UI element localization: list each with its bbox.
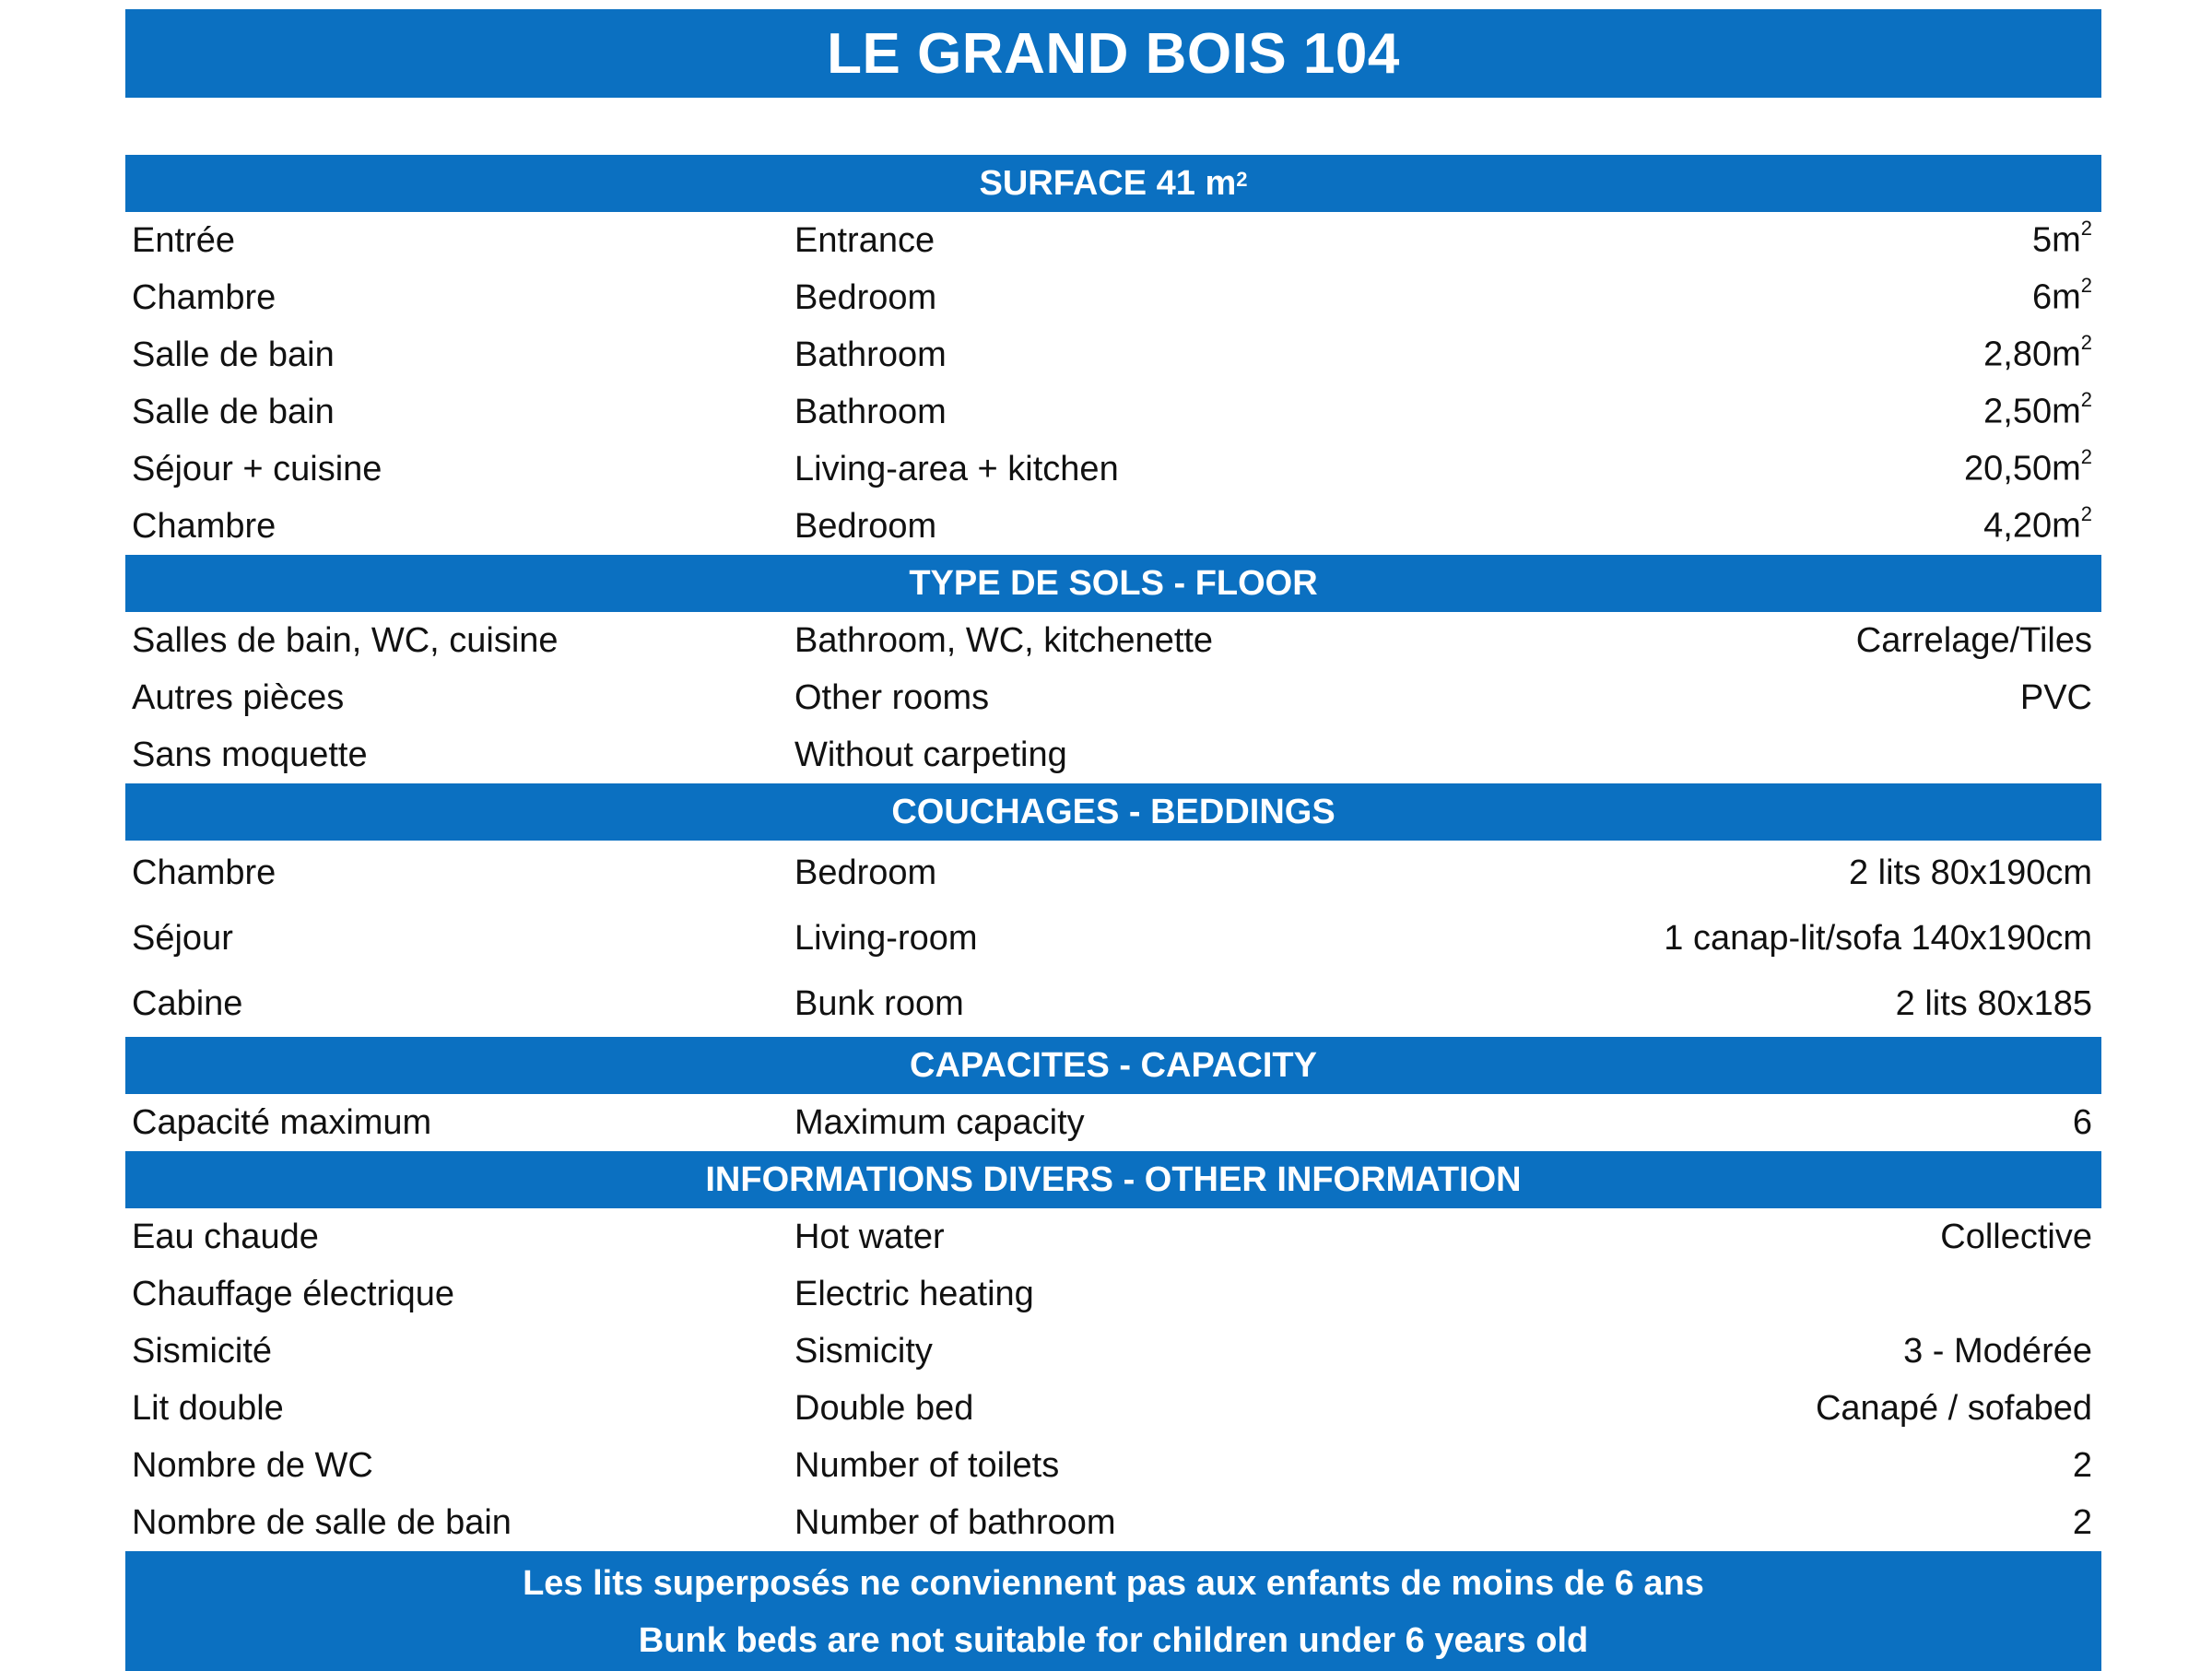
label-en: Bedroom bbox=[794, 506, 937, 546]
surface-row bbox=[125, 383, 2101, 441]
label-en: Other rooms bbox=[794, 677, 990, 717]
area-value: $4,20m^2$ bbox=[1983, 502, 2092, 546]
other-rows bbox=[125, 1208, 2101, 1551]
page-title: LE GRAND BOIS 104 bbox=[125, 9, 2101, 98]
label-fr: Salle de bain bbox=[132, 335, 335, 374]
other-value: 2 bbox=[2072, 1502, 2092, 1542]
label-en: Living-area + kitchen bbox=[794, 449, 1119, 488]
surface-heading-text: SURFACE 41 m bbox=[979, 163, 1237, 203]
section-beddings-header: COUCHAGES - BEDDINGS bbox=[125, 783, 2101, 841]
other-value: 3 - Modérée bbox=[1903, 1331, 2092, 1371]
section-other-header: INFORMATIONS DIVERS - OTHER INFORMATION bbox=[125, 1151, 2101, 1208]
label-fr: Séjour bbox=[132, 919, 233, 958]
floor-value: Carrelage/Tiles bbox=[1855, 620, 2092, 660]
warning-line-en: Bunk beds are not suitable for children under 6 years old bbox=[638, 1621, 1589, 1660]
floor-row bbox=[125, 669, 2101, 726]
label-fr: Nombre de salle de bain bbox=[132, 1502, 512, 1542]
section-surface-header bbox=[125, 155, 2101, 212]
surface-row bbox=[125, 441, 2101, 498]
floor-row bbox=[125, 612, 2101, 669]
label-fr: Chambre bbox=[132, 506, 276, 546]
label-fr: Nombre de WC bbox=[132, 1445, 373, 1485]
bedding-row bbox=[125, 906, 2101, 971]
label-en: Entrance bbox=[794, 220, 935, 260]
bedding-value: 2 lits 80x190cm bbox=[1848, 853, 2092, 892]
area-value: $20,50m^2$ bbox=[1964, 445, 2092, 488]
label-en: Living-room bbox=[794, 919, 978, 958]
area-value: $6m^2$ bbox=[2031, 274, 2092, 317]
section-floor-header: TYPE DE SOLS - FLOOR bbox=[125, 555, 2101, 612]
other-row bbox=[125, 1265, 2101, 1323]
area-value: $5m^2$ bbox=[2031, 217, 2092, 260]
warning-line-fr: Les lits superposés ne conviennent pas aux enfants de moins de 6 ans bbox=[523, 1564, 1704, 1603]
spec-sheet bbox=[125, 155, 2101, 1671]
label-fr: Sans moquette bbox=[132, 735, 368, 774]
label-en: Number of toilets bbox=[794, 1445, 1060, 1485]
label-fr: Entrée bbox=[132, 220, 235, 260]
bedding-row bbox=[125, 971, 2101, 1037]
capacity-value: 6 bbox=[2072, 1102, 2092, 1142]
label-en: Bathroom bbox=[794, 392, 947, 431]
other-value: Canapé / sofabed bbox=[1815, 1388, 2092, 1428]
label-fr: Lit double bbox=[132, 1388, 284, 1428]
surface-row bbox=[125, 212, 2101, 269]
label-en: Without carpeting bbox=[794, 735, 1067, 774]
other-row bbox=[125, 1208, 2101, 1265]
label-en: Bathroom, WC, kitchenette bbox=[794, 620, 1214, 660]
label-en: Maximum capacity bbox=[794, 1102, 1085, 1142]
surface-row bbox=[125, 498, 2101, 555]
label-fr: Cabine bbox=[132, 984, 243, 1023]
label-fr: Salle de bain bbox=[132, 392, 335, 431]
other-value: 2 bbox=[2072, 1445, 2092, 1485]
capacity-row bbox=[125, 1094, 2101, 1151]
area-value: $2,80m^2$ bbox=[1983, 331, 2092, 374]
label-fr: Séjour + cuisine bbox=[132, 449, 382, 488]
label-fr: Chauffage électrique bbox=[132, 1274, 454, 1313]
surface-row bbox=[125, 269, 2101, 326]
area-value: $2,50m^2$ bbox=[1983, 388, 2092, 431]
label-en: Double bed bbox=[794, 1388, 974, 1428]
label-en: Electric heating bbox=[794, 1274, 1034, 1313]
label-fr: Chambre bbox=[132, 277, 276, 317]
bedding-row bbox=[125, 841, 2101, 906]
label-fr: Autres pièces bbox=[132, 677, 345, 717]
surface-heading-sup: 2 bbox=[1236, 168, 1248, 191]
label-en: Bedroom bbox=[794, 853, 937, 892]
surface-row bbox=[125, 326, 2101, 383]
other-row bbox=[125, 1323, 2101, 1380]
label-fr: Chambre bbox=[132, 853, 276, 892]
label-fr: Sismicité bbox=[132, 1331, 273, 1371]
bedding-value: 2 lits 80x185 bbox=[1895, 984, 2092, 1023]
other-row bbox=[125, 1437, 2101, 1494]
label-en: Bathroom bbox=[794, 335, 947, 374]
floor-row bbox=[125, 726, 2101, 783]
bedding-value: 1 canap-lit/sofa 140x190cm bbox=[1664, 919, 2092, 958]
other-value: Collective bbox=[1940, 1217, 2092, 1256]
section-capacity-header: CAPACITES - CAPACITY bbox=[125, 1037, 2101, 1094]
other-row bbox=[125, 1380, 2101, 1437]
warning-footer bbox=[125, 1551, 2101, 1671]
label-fr: Eau chaude bbox=[132, 1217, 319, 1256]
capacity-rows bbox=[125, 1094, 2101, 1151]
label-en: Number of bathroom bbox=[794, 1502, 1116, 1542]
other-row bbox=[125, 1494, 2101, 1551]
label-en: Sismicity bbox=[794, 1331, 933, 1371]
floor-rows bbox=[125, 612, 2101, 783]
label-en: Bunk room bbox=[794, 984, 964, 1023]
label-en: Hot water bbox=[794, 1217, 945, 1256]
floor-value: PVC bbox=[2019, 677, 2092, 717]
label-fr: Capacité maximum bbox=[132, 1102, 432, 1142]
surface-rows bbox=[125, 212, 2101, 555]
label-en: Bedroom bbox=[794, 277, 937, 317]
beddings-rows bbox=[125, 841, 2101, 1037]
label-fr: Salles de bain, WC, cuisine bbox=[132, 620, 559, 660]
